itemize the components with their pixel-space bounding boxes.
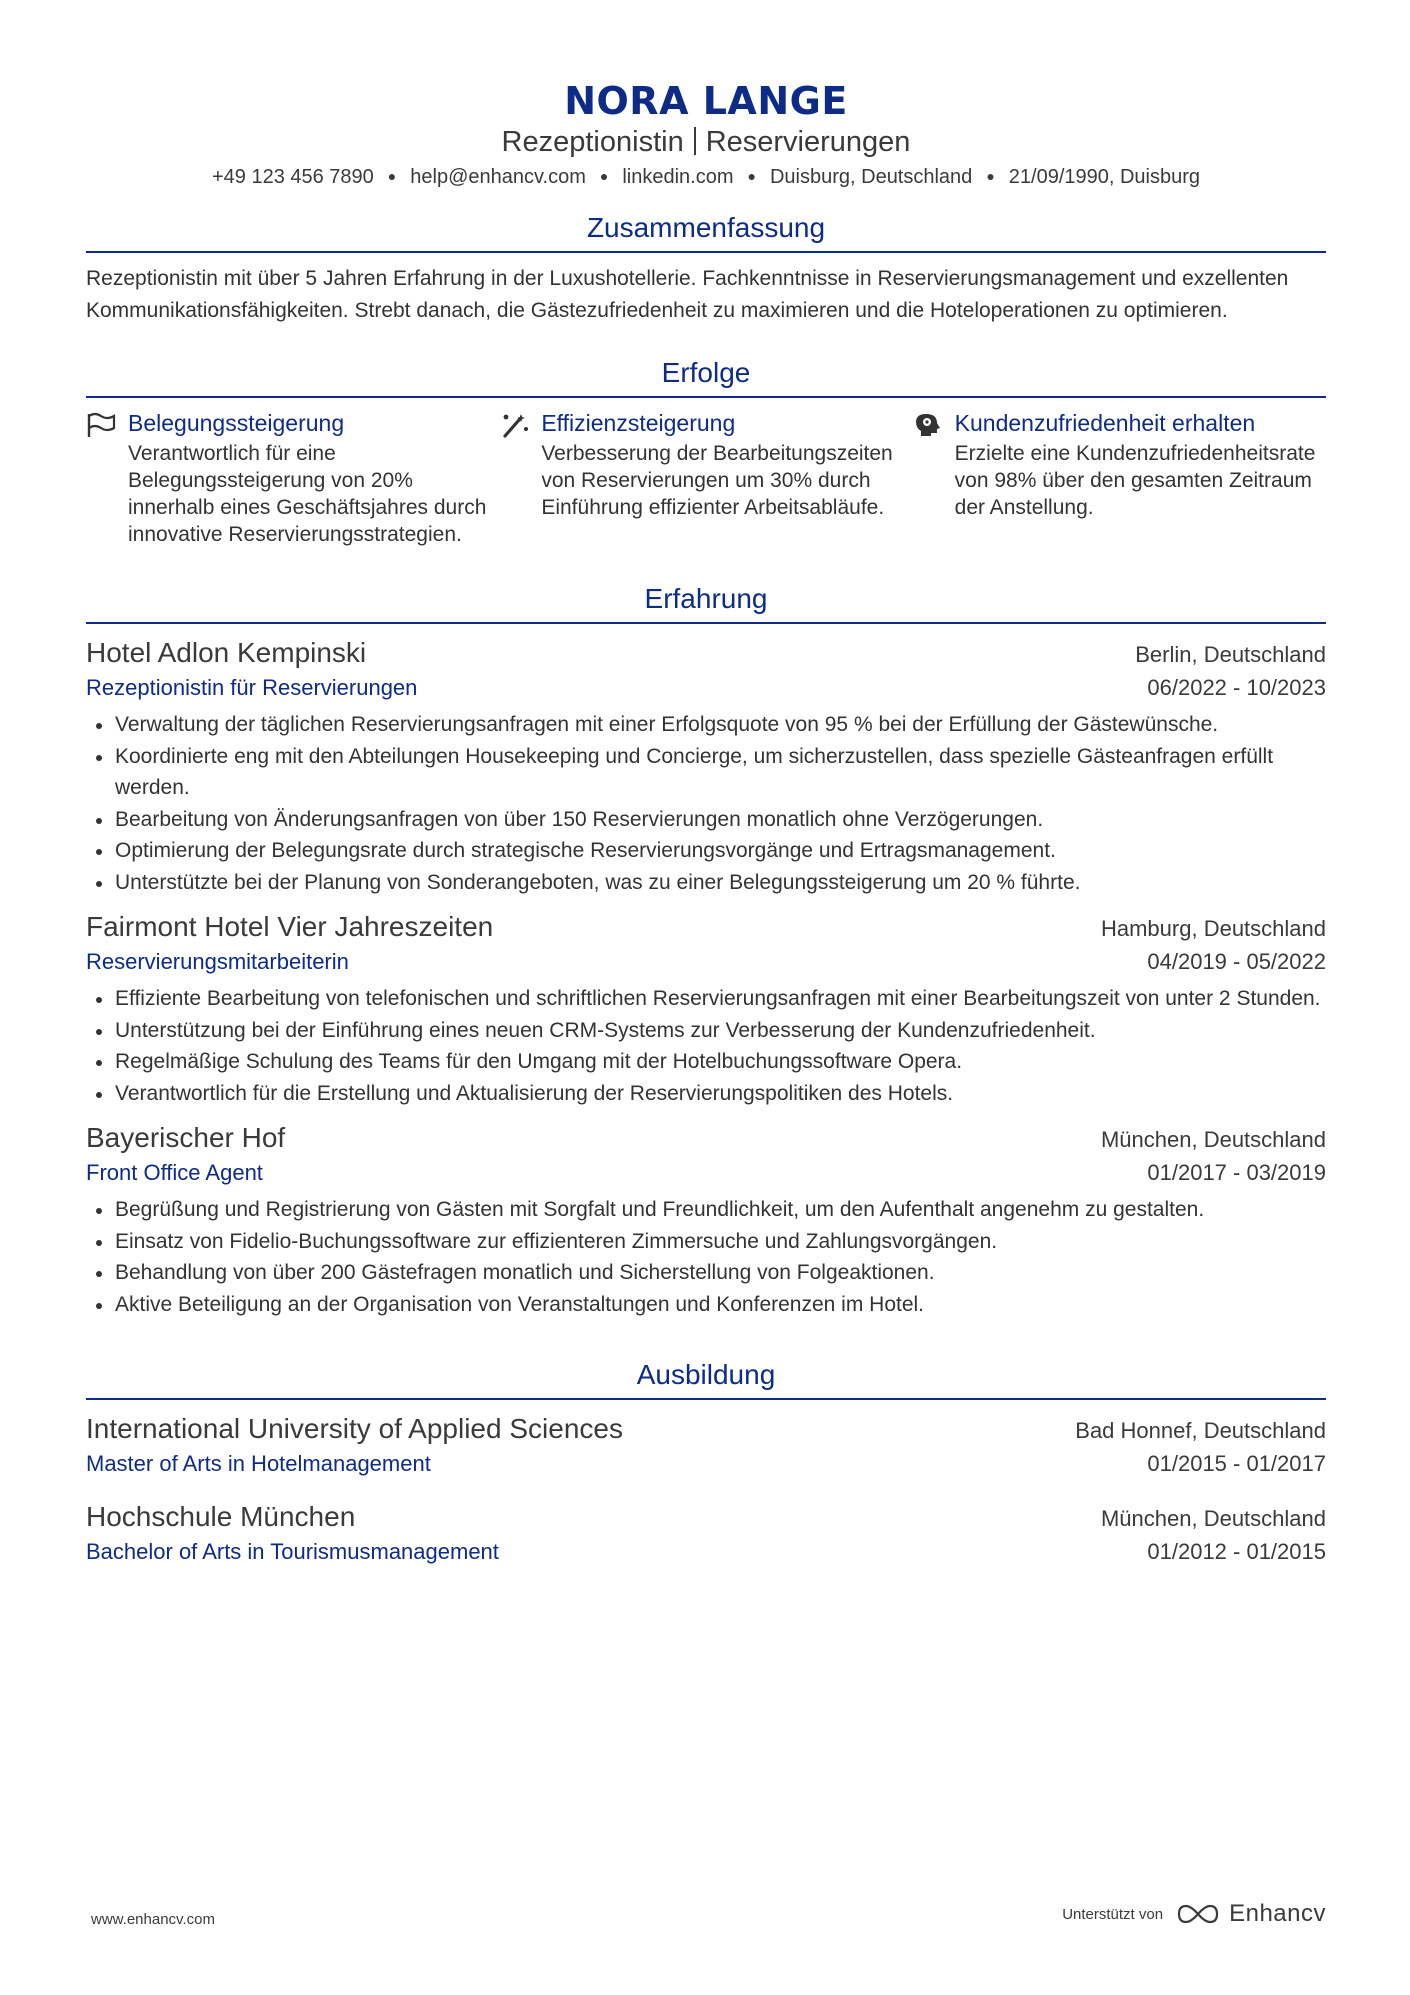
school-name: International University of Applied Sciences	[86, 1413, 623, 1444]
list-item: Einsatz von Fidelio-Buchungssoftware zur effizienteren Zimmersuche und Zahlungsvorgängen.	[86, 1226, 1326, 1258]
job-dates: 06/2022 - 10/2023	[1147, 675, 1326, 700]
summary-text: Rezeptionistin mit über 5 Jahren Erfahrung in der Luxushotellerie. Fachkenntnisse in Reservierungsmanagement und exzellenten Kommunikationsfähigkeiten. Strebt danach, die Gästezufriedenheit zu maximieren und die Hoteloperationen zu optimieren.	[86, 267, 1289, 322]
enhancv-logo-icon	[1175, 1903, 1221, 1925]
education-heading: Ausbildung	[636, 1359, 776, 1390]
footer-branding	[1062, 1900, 1326, 1928]
contact-birth: 21/09/1990, Duisburg	[1008, 166, 1201, 188]
company-name: Hotel Adlon Kempinski	[86, 637, 367, 668]
separator-dot: ●	[986, 168, 995, 184]
job-dates: 01/2017 - 03/2019	[1147, 1160, 1326, 1185]
list-item: Behandlung von über 200 Gästefragen monatlich und Sicherstellung von Folgeaktionen.	[86, 1257, 1326, 1289]
contact-location: Duisburg, Deutschland	[769, 166, 973, 188]
title-divider	[694, 127, 696, 155]
list-item: Bearbeitung von Änderungsanfragen von über 150 Reservierungen monatlich ohne Verzögerungen.	[86, 804, 1326, 836]
contact-line	[86, 162, 1326, 191]
achievement-item	[913, 408, 1326, 548]
achievements-list	[86, 408, 1326, 548]
list-item: Koordinierte eng mit den Abteilungen Housekeeping und Concierge, um sicherzustellen, dass spezielle Gästeanfragen erfüllt werden.	[86, 741, 1326, 804]
company-name: Fairmont Hotel Vier Jahreszeiten	[86, 911, 494, 942]
achievements-section	[86, 356, 1326, 548]
school-location: Bad Honnef, Deutschland	[1075, 1418, 1326, 1443]
candidate-name: NORA LANGE	[564, 79, 848, 123]
achievements-heading: Erfolge	[661, 357, 751, 388]
list-item: Verantwortlich für die Erstellung und Aktualisierung der Reservierungspolitiken des Hotels.	[86, 1078, 1326, 1110]
job-bullets	[86, 983, 1326, 1109]
list-item: Regelmäßige Schulung des Teams für den Umgang mit der Hotelbuchungssoftware Opera.	[86, 1046, 1326, 1078]
contact-email[interactable]: help@enhancv.com	[410, 166, 586, 188]
job-entry	[86, 634, 1326, 898]
flag-icon	[86, 408, 128, 548]
magic-wand-icon	[499, 408, 541, 548]
powered-by-label: Unterstützt von	[1062, 1905, 1164, 1923]
achievement-description: Verbesserung der Bearbeitungszeiten von Reservierungen um 30% durch Einführung effizienter Arbeitsabläufe.	[541, 442, 893, 519]
summary-heading: Zusammenfassung	[586, 212, 826, 243]
education-section	[86, 1358, 1326, 1568]
list-item: Unterstützte bei der Planung von Sonderangeboten, was zu einer Belegungssteigerung um 20 % führte.	[86, 867, 1326, 899]
footer-website[interactable]: www.enhancv.com	[91, 1911, 215, 1928]
section-divider	[86, 396, 1326, 398]
job-title-primary: Rezeptionistin	[501, 126, 684, 158]
job-location: Berlin, Deutschland	[1135, 642, 1326, 667]
job-bullets	[86, 1194, 1326, 1320]
resume-content	[86, 78, 1326, 1568]
list-item: Optimierung der Belegungsrate durch strategische Reservierungsvorgänge und Ertragsmanagement.	[86, 835, 1326, 867]
job-title-secondary: Reservierungen	[705, 126, 911, 158]
achievement-item	[499, 408, 912, 548]
job-bullets	[86, 709, 1326, 898]
education-dates: 01/2015 - 01/2017	[1147, 1451, 1326, 1476]
section-divider	[86, 1398, 1326, 1400]
achievement-title: Belegungssteigerung	[128, 410, 345, 436]
summary-section	[86, 211, 1326, 327]
job-role: Rezeptionistin für Reservierungen	[86, 675, 418, 700]
school-location: München, Deutschland	[1100, 1506, 1326, 1531]
resume-header	[86, 78, 1326, 191]
contact-phone: +49 123 456 7890	[211, 166, 374, 188]
job-role: Reservierungsmitarbeiterin	[86, 949, 349, 974]
section-divider	[86, 251, 1326, 253]
experience-section	[86, 582, 1326, 1320]
achievement-item	[86, 408, 499, 548]
head-brain-icon	[913, 408, 955, 548]
section-divider	[86, 622, 1326, 624]
list-item: Unterstützung bei der Einführung eines neuen CRM-Systems zur Verbesserung der Kundenzufriedenheit.	[86, 1015, 1326, 1047]
degree: Master of Arts in Hotelmanagement	[86, 1451, 431, 1476]
job-title	[86, 124, 1326, 160]
list-item: Verwaltung der täglichen Reservierungsanfragen mit einer Erfolgsquote von 95 % bei der Erfüllung der Gästewünsche.	[86, 709, 1326, 741]
experience-heading: Erfahrung	[644, 583, 768, 614]
list-item: Effiziente Bearbeitung von telefonischen und schriftlichen Reservierungsanfragen mit einer Bearbeitungszeit von unter 2 Stunden.	[86, 983, 1326, 1015]
job-role: Front Office Agent	[86, 1160, 263, 1185]
list-item: Begrüßung und Registrierung von Gästen mit Sorgfalt und Freundlichkeit, um den Aufenthalt angenehm zu gestalten.	[86, 1194, 1326, 1226]
job-entry	[86, 908, 1326, 1109]
job-location: Hamburg, Deutschland	[1100, 916, 1326, 941]
separator-dot: ●	[599, 168, 609, 184]
degree: Bachelor of Arts in Tourismusmanagement	[86, 1539, 499, 1564]
contact-linkedin[interactable]: linkedin.com	[622, 166, 734, 188]
list-item: Aktive Beteiligung an der Organisation von Veranstaltungen und Konferenzen im Hotel.	[86, 1289, 1326, 1321]
job-entry	[86, 1119, 1326, 1320]
school-name: Hochschule München	[86, 1501, 356, 1532]
job-dates: 04/2019 - 05/2022	[1147, 949, 1326, 974]
education-entry	[86, 1498, 1326, 1568]
achievement-title: Kundenzufriedenheit erhalten	[954, 410, 1256, 436]
separator-dot: ●	[387, 168, 397, 184]
education-dates: 01/2012 - 01/2015	[1147, 1539, 1326, 1564]
company-name: Bayerischer Hof	[86, 1122, 286, 1153]
achievement-title: Effizienzsteigerung	[541, 410, 736, 436]
achievement-description: Erzielte eine Kundenzufriedenheitsrate von 98% über den gesamten Zeitraum der Anstellung.	[954, 442, 1316, 519]
brand-name: Enhancv	[1229, 1900, 1326, 1927]
job-location: München, Deutschland	[1100, 1127, 1326, 1152]
separator-dot: ●	[747, 168, 756, 184]
education-entry	[86, 1410, 1326, 1480]
achievement-description: Verantwortlich für eine Belegungssteigerung von 20% innerhalb eines Geschäftsjahres durch innovative Reservierungsstrategien.	[128, 442, 487, 546]
